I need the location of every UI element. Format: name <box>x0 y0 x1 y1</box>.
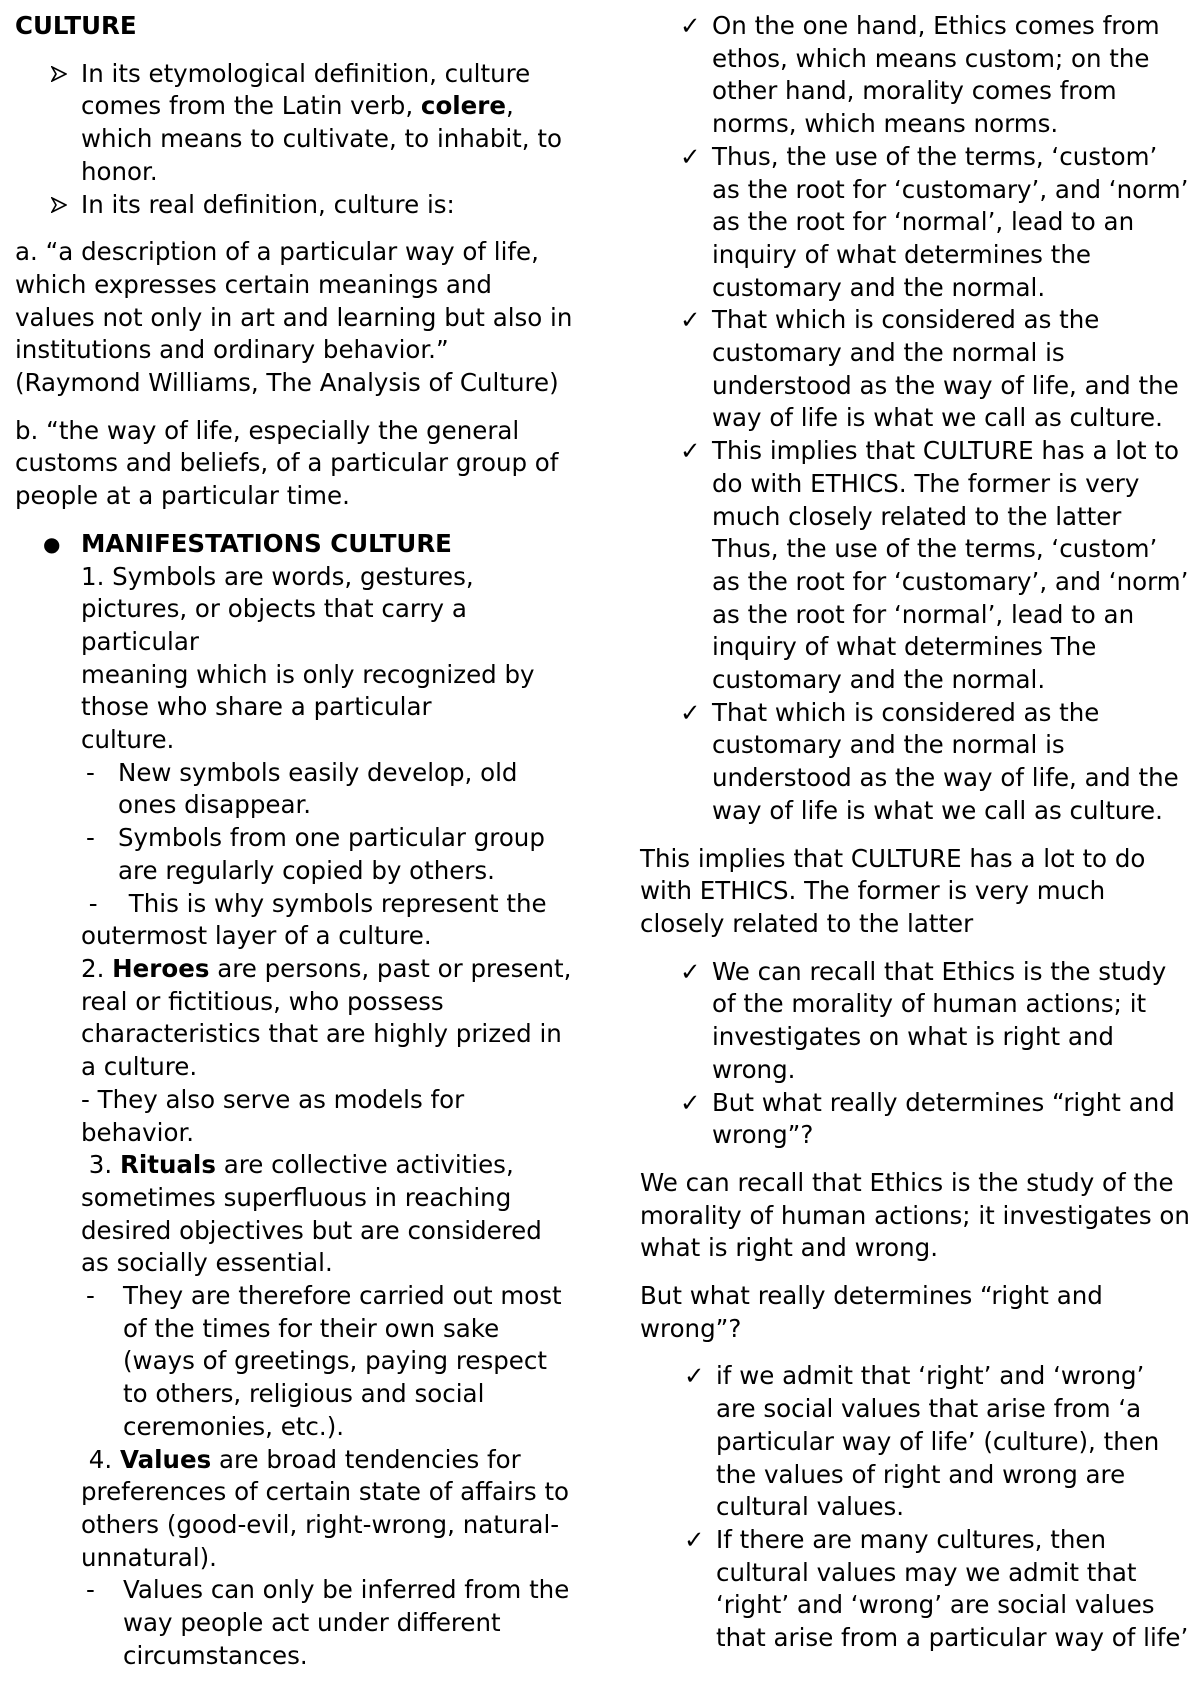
list-item: - New symbols easily develop, old ones disappear. <box>86 757 518 820</box>
check-item: ✓ That which is considered as the customary and the normal is understood as the way of life, and the way of life is what we call as culture. <box>680 697 1179 825</box>
check-item: ✓ If there are many cultures, then cultural values may we admit that ‘right’ and ‘wrong’ are social values that arise from a particular way of life’ <box>684 1524 1189 1653</box>
symbols-outer-note: - This is why symbols represent the outermost layer of a culture. <box>81 888 555 951</box>
section-heading: MANIFESTATIONS CULTURE <box>81 528 452 558</box>
quote-a: a. “a description of a particular way of life, which expresses certain meanings and values not only in art and learning but also in institutions and ordinary behavior.” (Raymond Williams, The Analysis of Culture) <box>15 237 573 398</box>
page-title: CULTURE <box>15 11 137 40</box>
checkmark-icon: ✓ <box>684 1524 705 1554</box>
checkmark-icon: ✓ <box>680 697 701 727</box>
dash-bullet-icon: - <box>86 823 95 853</box>
check-item: ✓ Thus, the use of the terms, ‘custom’ as the root for ‘customary’, and ‘norm’ as the root for ‘normal’, lead to an inquiry of what determines the customary and the normal. <box>680 141 1189 302</box>
check-item: ✓ That which is considered as the customary and the normal is understood as the way of life, and the way of life is what we call as culture. <box>680 305 1179 433</box>
dash-bullet-icon: - <box>86 1575 95 1605</box>
rituals-paragraph: 3. Rituals are collective activities, sometimes superfluous in reaching desired objectives but are considered as socially essential. <box>81 1150 550 1278</box>
heroes-paragraph: 2. Heroes are persons, past or present, real or fictitious, who possess characteristics that are highly prized in a culture. <box>81 953 572 1082</box>
symbols-line: meaning which is only recognized by those who share a particular <box>81 659 535 722</box>
checkmark-icon: ✓ <box>680 1087 701 1117</box>
arrow-bullet-icon <box>51 58 73 90</box>
symbols-line: 1. Symbols are words, gestures, pictures, or objects that carry a particular <box>81 561 474 656</box>
symbols-line: culture. <box>81 725 175 755</box>
paragraph: But what really determines “right and wrong”? <box>640 1281 1103 1343</box>
quote-b: b. “the way of life, especially the general customs and beliefs, of a particular group of people at a particular time. <box>15 415 559 511</box>
paragraph: This implies that CULTURE has a lot to do with ETHICS. The former is very much closely related to the latter <box>640 843 1146 938</box>
definition-item: In its real definition, culture is: <box>15 189 575 222</box>
heroes-note: - They also serve as models for behavior. <box>81 1084 465 1147</box>
dash-bullet-icon: - <box>86 757 95 787</box>
checkmark-icon: ✓ <box>680 141 701 171</box>
check-item: ✓ But what really determines “right and wrong”? <box>680 1087 1175 1150</box>
paragraph: We can recall that Ethics is the study of the morality of human actions; it investigates on what is right and wrong. <box>640 1167 1190 1263</box>
values-paragraph: 4. Values are broad tendencies for preferences of certain state of affairs to others (good-evil, right-wrong, natural-unnatural). <box>81 1444 577 1572</box>
left-column <box>15 10 575 1672</box>
checkmark-icon: ✓ <box>684 1361 705 1391</box>
list-item: - They are therefore carried out most of the times for their own sake (ways of greetings, paying respect to others, religious and social ceremonies, etc.). <box>86 1281 562 1441</box>
checkmark-icon: ✓ <box>680 305 701 335</box>
checkmark-icon: ✓ <box>680 956 701 986</box>
check-item: ✓ This implies that CULTURE has a lot to do with ETHICS. The former is very much closely related to the latter Thus, the use of the terms, ‘custom’ as the root for ‘customary’, and ‘norm’ as the root for ‘normal’, lead to an inquiry of what determines The customary and the normal. <box>680 436 1189 695</box>
check-item: ✓ if we admit that ‘right’ and ‘wrong’ are social values that arise from ‘a particular way of life’ (culture), then the values of right and wrong are cultural values. <box>684 1361 1160 1522</box>
dot-bullet-icon: ● <box>43 531 61 556</box>
manifestations-section <box>15 528 575 1673</box>
list-item: - Values can only be inferred from the way people act under different circumstances. <box>86 1575 570 1670</box>
dash-bullet-icon: - <box>86 1281 95 1311</box>
checkmark-icon: ✓ <box>680 436 701 466</box>
checkmark-icon: ✓ <box>680 11 701 40</box>
check-item: ✓ On the one hand, Ethics comes from ethos, which means custom; on the other hand, morality comes from norms, which means norms. <box>680 11 1160 139</box>
check-item: ✓ We can recall that Ethics is the study of the morality of human actions; it investigates on what is right and wrong. <box>680 956 1167 1084</box>
list-item: - Symbols from one particular group are regularly copied by others. <box>86 823 545 885</box>
right-column <box>640 10 1190 1655</box>
definition-item: In its etymological definition, culture comes from the Latin verb, colere, which means to cultivate, to inhabit, to honor. <box>15 58 575 189</box>
arrow-bullet-icon <box>51 189 73 221</box>
